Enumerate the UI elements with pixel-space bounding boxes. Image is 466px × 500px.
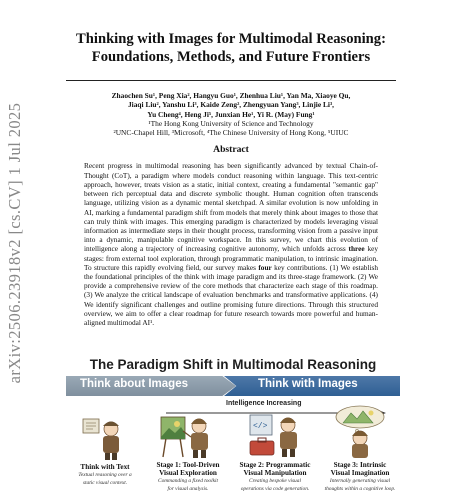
- abstract-part-1: Recent progress in multimodal reasoning has been significantly advanced by textual Chain-of-Thought (CoT), a paradigm where models conduct reasoning within language. This text-centric approach, however, treats vision as a static, initial context, creating a fundamental "semantic gap" between rich perceptual data and discrete symbolic thought. Human cognition often transcends language, utilizing vision as a dynamic mental sketchpad. A similar evolution is now unfolding in AI, marking a fundamental paradigm shift from models that merely think about images to those that can truly think with images. This emerging paradigm is characterized by models leveraging visual information as intermediate steps in their thought process, transforming vision from a passive input into a dynamic, manipulable cognitive workspace. In this survey, we chart this evolution of intelligence along a trajectory of increasing cognitive autonomy, which unfolds across: [84, 161, 378, 254]
- figure-banners: [66, 376, 400, 398]
- affiliation-line-1: ¹The Hong Kong University of Science and Technology: [148, 118, 314, 128]
- stage-2-desc-1: Creating bespoke visual: [249, 478, 301, 485]
- stage-3-desc-2: thoughts within a cognitive loop.: [324, 485, 396, 492]
- stage-1-label-1: Stage 1: Tool-Driven: [156, 461, 220, 469]
- stage-3: [320, 405, 400, 492]
- stage-0-desc-2: static visual context.: [82, 479, 128, 486]
- abstract-part-3: key contributions. (1) We establish the foundational principles of the think with image paradigm and its three-stage framework. (2) We provide a comprehensive review of the core methods that characterize each stage of this roadmap. (3) We analyze the critical landscape of evaluation benchmarks and transformative applications. (4) We identify significant challenges and outline promising future directions. Through this structured overview, we aim to offer a clear roadmap for future research towards more powerful and human-aligned multimodal AI¹.: [84, 262, 378, 327]
- affiliation-line-2: ²UNC-Chapel Hill, ³Microsoft, ⁴The Chinese University of Hong Kong, ⁵UIUC: [113, 128, 349, 138]
- stage-3-desc-1: Internally generating visual: [329, 478, 391, 485]
- stage-3-label-1: Stage 3: Intrinsic: [333, 461, 387, 469]
- stage-2-label-1: Stage 2: Programmatic: [239, 461, 311, 469]
- title-line-1: Thinking with Images for Multimodal Reasoning:: [76, 31, 386, 47]
- abstract-heading: Abstract: [213, 144, 249, 156]
- abstract-bold-four: four: [258, 262, 272, 272]
- arxiv-sidebar: [3, 70, 27, 415]
- stage-2-label-2: Visual Manipulation: [243, 469, 307, 478]
- thinker-icon: [81, 415, 129, 461]
- authors-line-3: Yu Cheng⁴, Heng Ji⁵, Junxian He¹, Yi R. (May) Fung¹: [147, 109, 315, 119]
- stage-0-desc-1: Textual reasoning over a: [78, 472, 132, 479]
- paper-page: [66, 0, 396, 327]
- stage-1-desc-1: Commanding a fixed toolkit: [157, 478, 219, 485]
- banner-right-text: Think with Images: [258, 378, 358, 390]
- stage-3-label-2: Visual Imagination: [330, 469, 390, 478]
- arxiv-identifier: arXiv:2506.23918v2 [cs.CV] 1 Jul 2025: [5, 102, 24, 383]
- authors-line-2: Jiaqi Liu², Yanshu Li³, Kaide Zeng², Zhengyuan Yang³, Linjie Li³,: [127, 100, 335, 110]
- intelligence-label: Intelligence Increasing: [226, 400, 302, 407]
- toolbox-icon: [246, 411, 304, 459]
- stage-1: [146, 411, 230, 492]
- author-block: [66, 91, 396, 137]
- paper-title: [66, 30, 396, 66]
- title-line-2: Foundations, Methods, and Future Frontiers: [91, 49, 371, 65]
- stage-0-label: Think with Text: [80, 463, 130, 471]
- paradigm-figure: [66, 357, 400, 497]
- stage-think-with-text: [68, 415, 142, 486]
- figure-title: The Paradigm Shift in Multimodal Reasoning: [89, 357, 377, 372]
- easel-painter-icon: [159, 411, 217, 459]
- authors-line-1: Zhaochen Su¹, Peng Xia², Hangyu Guo¹, Zhenhua Liu¹, Yan Ma, Xiaoye Qu,: [111, 91, 351, 100]
- stage-1-desc-2: for visual analysis.: [167, 485, 209, 492]
- title-rule: [66, 80, 396, 81]
- abstract-part-2: key stages: from external tool exploration, through programmatic manipulation, to intrinsic imagination. To structure this rapidly evolving field, our survey makes: [84, 244, 378, 272]
- stage-1-label-2: Visual Exploration: [159, 469, 217, 478]
- banner-left-text: Think about Images: [80, 378, 188, 390]
- abstract-bold-three: three: [348, 244, 365, 254]
- imagination-icon: [331, 405, 389, 459]
- stage-2-desc-2: operations via code generation.: [240, 485, 310, 492]
- abstract-text: [84, 161, 378, 327]
- svg-text:</>: </>: [253, 422, 268, 431]
- stage-2: [231, 411, 319, 492]
